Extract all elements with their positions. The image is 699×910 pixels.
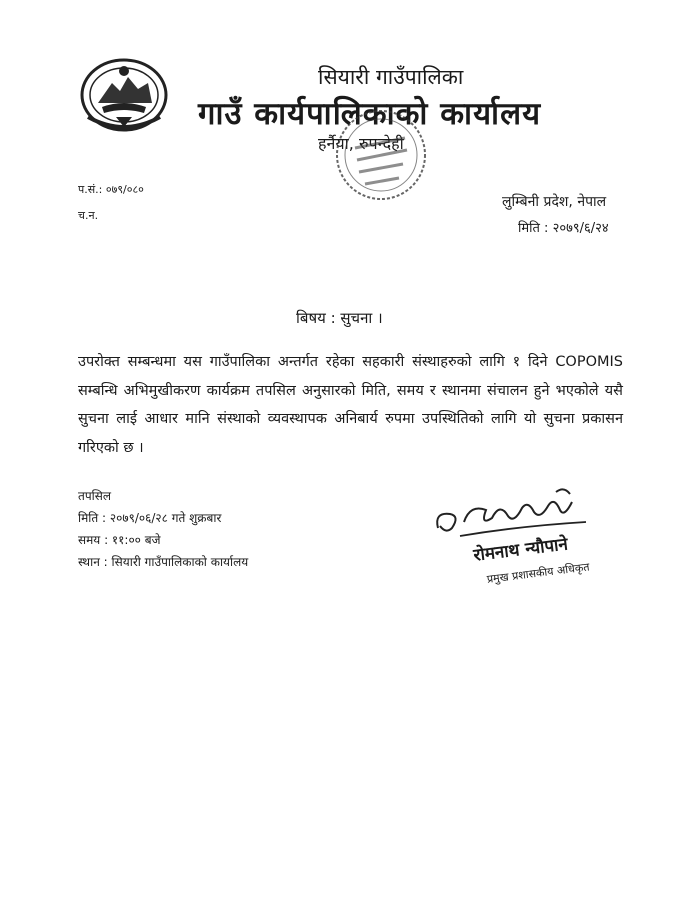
details-heading: तपसिल (78, 489, 112, 503)
org-name: सियारी गाउँपालिका (318, 65, 464, 89)
province: लुम्बिनी प्रदेश, नेपाल (502, 194, 607, 210)
office-title: गाउँ कार्यपालिकाको कार्यालय (198, 96, 542, 132)
dispatch-number: च.न. (78, 209, 99, 222)
signer-title: प्रमुख प्रशासकीय अधिकृत (486, 560, 591, 586)
nepal-emblem-icon (78, 55, 170, 135)
office-stamp-icon (333, 100, 429, 210)
reference-number: प.सं.: ०७९/०८० (78, 183, 144, 196)
signer-name: रोमनाथ न्यौपाने (472, 534, 570, 566)
details-place: स्थान : सियारी गाउँपालिकाको कार्यालय (78, 555, 249, 569)
subject-line: बिषय : सुचना । (296, 309, 383, 327)
details-block (78, 485, 248, 573)
letter-date: मिति : २०७९/६/२४ (518, 221, 609, 236)
details-date: मिति : २०७९/०६/२८ गते शुक्रबार (78, 511, 222, 525)
body-paragraph: उपरोक्त सम्बन्धमा यस गाउँपालिका अन्तर्गत रहेका सहकारी संस्थाहरुको लागि १ दिने COPOMIS सम्बन्धि अभिमुखीकरण कार्यक्रम तपसिल अनुसारको मिति, समय र स्थानमा संचालन हुने भएकोले यसै सुचना लाई आधार मानि संस्थाको व्यवस्थापक अनिबार्य रुपमा उपस्थितिको लागि यो सुचना प्रकासन गरिएको छ । (78, 354, 623, 456)
details-time: समय : ११:०० बजे (78, 533, 161, 547)
address: हर्नैया, रुपन्देही (318, 134, 404, 153)
